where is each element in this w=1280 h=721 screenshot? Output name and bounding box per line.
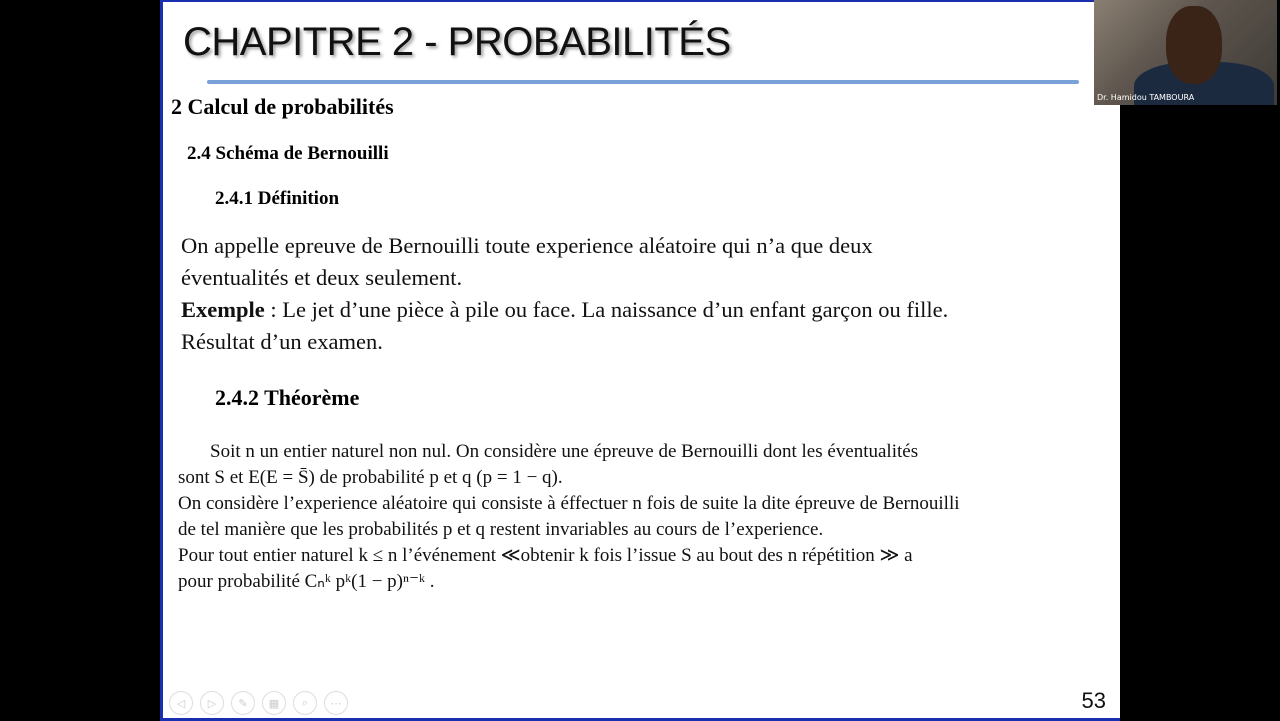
pen-icon[interactable]: ✎ [231,691,255,715]
print-icon[interactable]: ▦ [262,691,286,715]
section-heading: 2 Calcul de probabilités [171,94,394,119]
theorem-line: pour probabilité Cₙᵏ pᵏ(1 − p)ⁿ⁻ᵏ . [178,571,435,592]
theorem-line: sont S et E(E = S̄) de probabilité p et q (p = 1 − q). [178,467,563,488]
example-line: Résultat d’un examen. [181,329,383,354]
prev-icon[interactable]: ◁ [169,691,193,715]
definition-line: On appelle epreuve de Bernouilli toute experience aléatoire qui n’a que deux [181,233,873,258]
slide [160,0,1120,721]
definition-heading: 2.4.1 Définition [215,188,340,209]
subsection-heading: 2.4 Schéma de Bernouilli [187,143,389,164]
example-label: Exemple [181,297,265,322]
video-figure-head [1166,6,1222,84]
definition-line: éventualités et deux seulement. [181,265,463,290]
page-number: 53 [1081,688,1106,713]
zoom-icon[interactable]: ⌕ [293,691,317,715]
theorem-line: Soit n un entier naturel non nul. On considère une épreuve de Bernouilli dont les éventualités [210,441,919,462]
more-icon[interactable]: ⋯ [324,691,348,715]
next-icon[interactable]: ▷ [200,691,224,715]
theorem-heading: 2.4.2 Théorème [215,385,360,410]
theorem-line: Pour tout entier naturel k ≤ n l’événement ≪obtenir k fois l’issue S au bout des n répétition ≫ a [178,545,913,566]
title-divider [207,80,1079,84]
slide-nav-toolbar [169,691,348,715]
theorem-line: de tel manière que les probabilités p et q restent invariables au cours de l’experience. [178,519,824,540]
example-text: : Le jet d’une pièce à pile ou face. La naissance d’un enfant garçon ou fille. [264,297,949,322]
definition-text [181,230,1111,358]
slide-title: CHAPITRE 2 - PROBABILITÉS [183,20,731,64]
participant-video[interactable] [1094,0,1277,105]
participant-name: Dr. Hamidou TAMBOURA [1097,93,1195,102]
example-line [181,294,1111,326]
theorem-line: On considère l’experience aléatoire qui consiste à éffectuer n fois de suite la dite épreuve de Bernouilli [178,493,960,514]
theorem-text [178,439,1113,595]
